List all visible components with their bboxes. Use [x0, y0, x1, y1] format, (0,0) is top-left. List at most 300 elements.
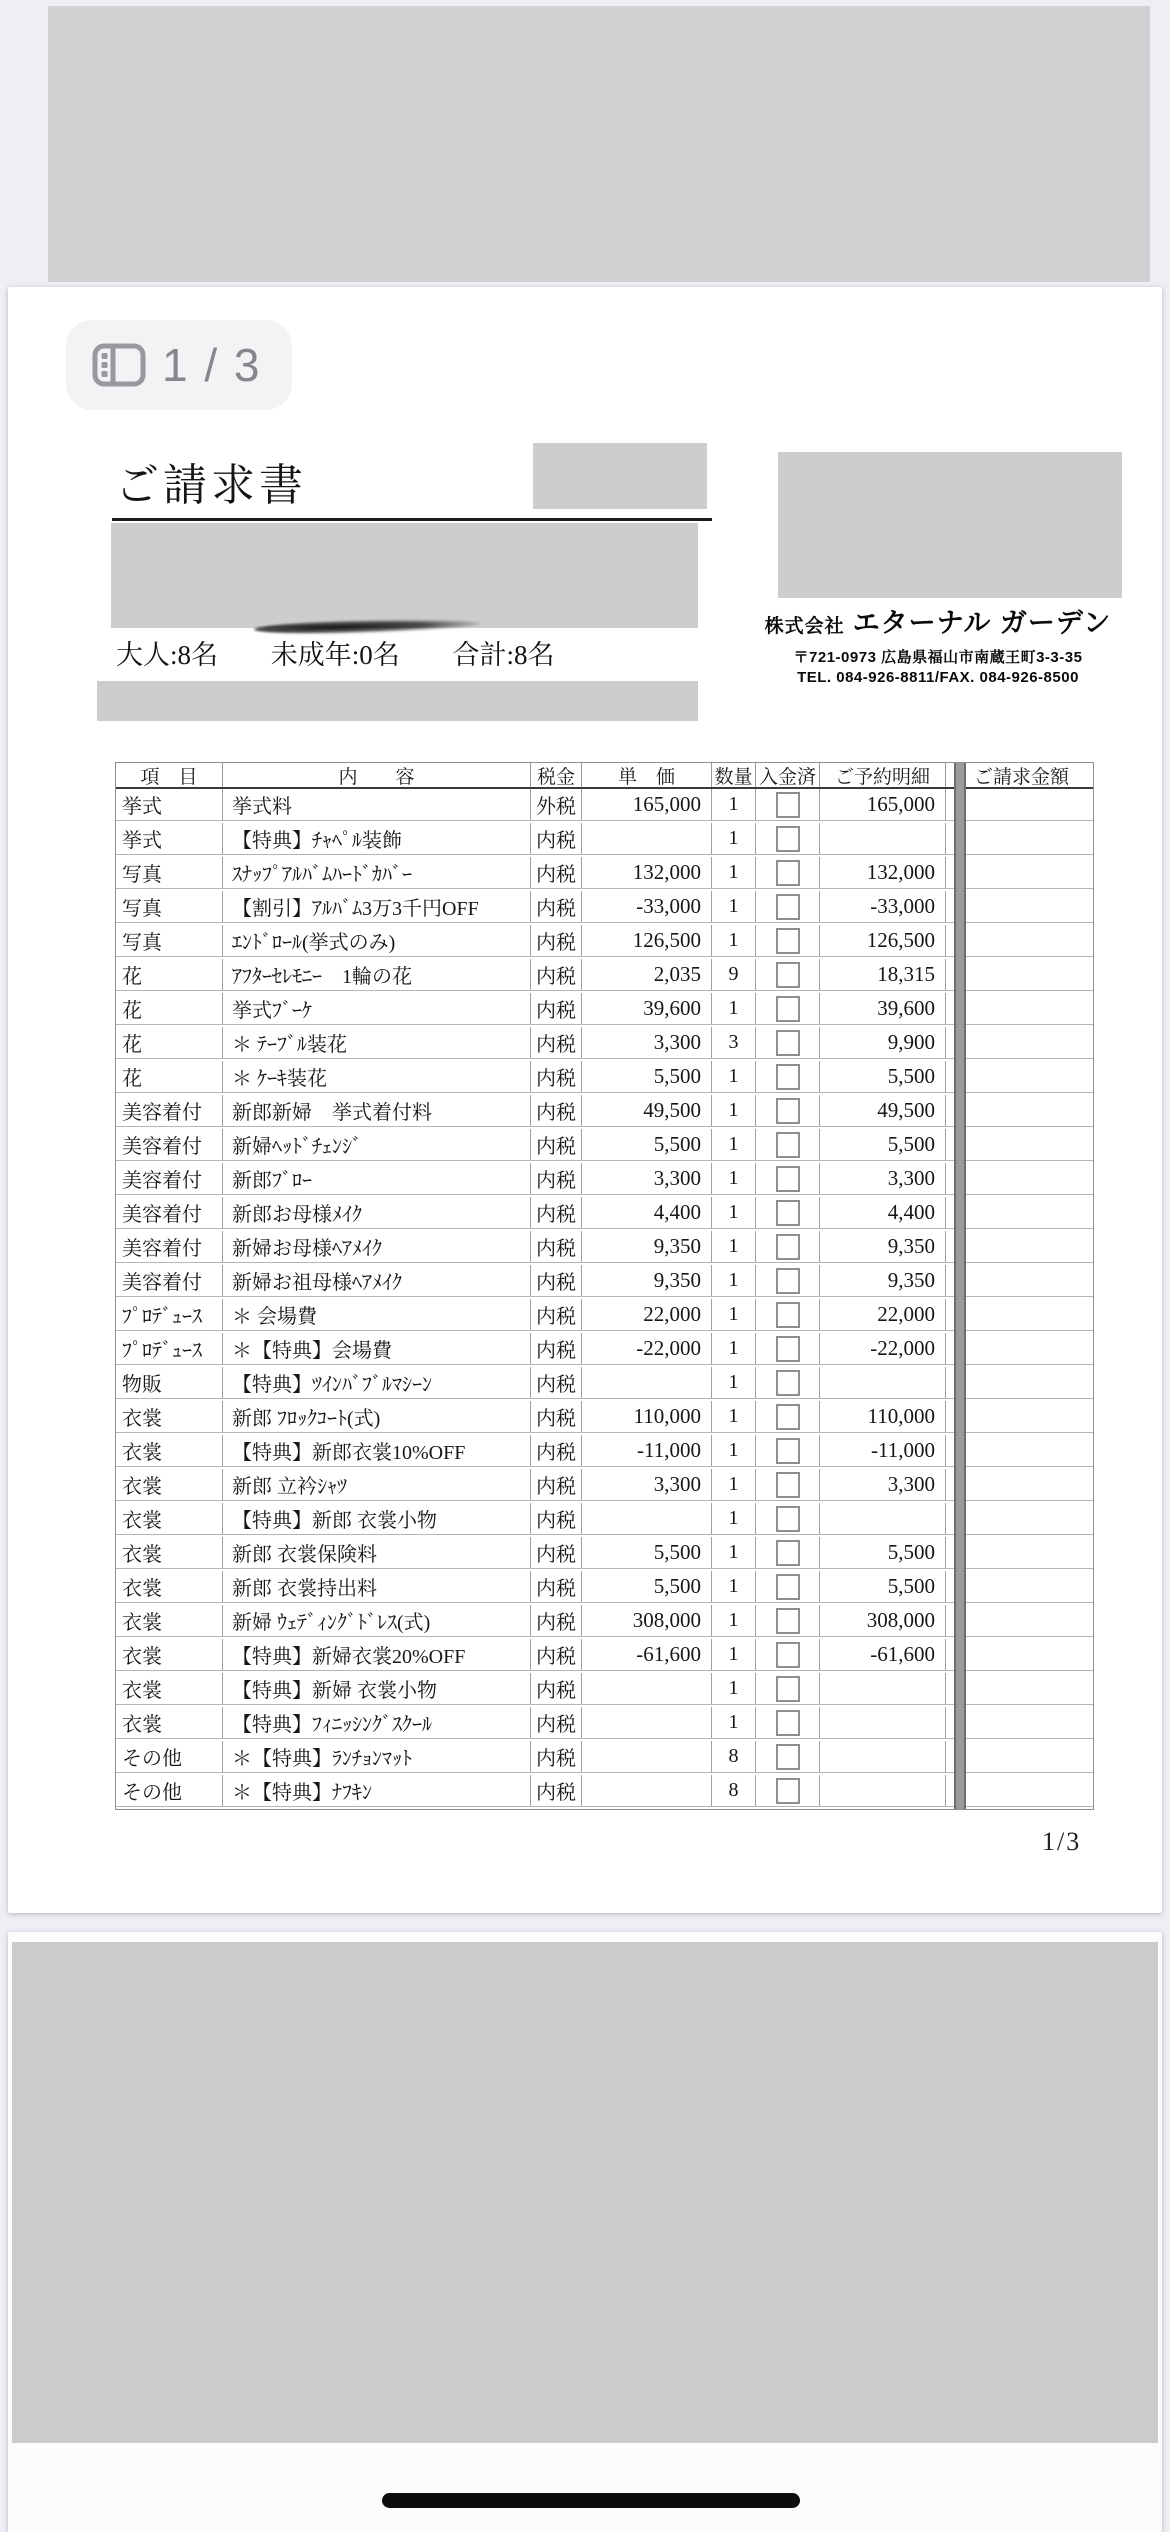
paid-checkbox[interactable]: [776, 928, 800, 954]
table-row: [116, 925, 1093, 957]
paid-checkbox[interactable]: [776, 1778, 800, 1804]
row-divider-spacer: [946, 1197, 954, 1228]
table-row: [116, 1571, 1093, 1603]
cell-qty: 1: [712, 857, 756, 888]
cell-tax: 内税: [531, 1707, 582, 1738]
cell-category: 衣裳: [116, 1469, 223, 1500]
row-divider-spacer: [946, 1435, 954, 1466]
cell-unit-price: [582, 1367, 712, 1398]
cell-billing: [954, 1707, 1089, 1738]
cell-detail: 5,500: [820, 1571, 946, 1602]
row-divider-spacer: [946, 1707, 954, 1738]
paid-checkbox[interactable]: [776, 792, 800, 818]
paid-checkbox[interactable]: [776, 1166, 800, 1192]
cell-detail: 9,900: [820, 1027, 946, 1058]
cell-description: 【特典】新婦衣裳20%OFF: [223, 1639, 531, 1670]
page-indicator-pill[interactable]: [66, 320, 292, 410]
cell-qty: 1: [712, 1061, 756, 1092]
cell-description: ＊ ﾃｰﾌﾞﾙ装花: [223, 1027, 531, 1058]
cell-description: 【特典】ﾁｬﾍﾟﾙ装飾: [223, 823, 531, 854]
cell-qty: 1: [712, 1503, 756, 1534]
redaction-mask-page2: [12, 1942, 1158, 2443]
cell-paid: [756, 789, 820, 820]
column-header: 数量: [712, 763, 756, 787]
cell-tax: 内税: [531, 1265, 582, 1296]
sidebar-pages-icon: [92, 343, 146, 387]
cell-detail: [820, 1673, 946, 1704]
cell-category: 写真: [116, 925, 223, 956]
cell-unit-price: [582, 1673, 712, 1704]
redaction-mask-company-logo: [778, 452, 1122, 598]
cell-category: その他: [116, 1741, 223, 1772]
paid-checkbox[interactable]: [776, 1744, 800, 1770]
cell-unit-price: -22,000: [582, 1333, 712, 1364]
cell-paid: [756, 1605, 820, 1636]
paid-checkbox[interactable]: [776, 1404, 800, 1430]
row-divider-spacer: [946, 959, 954, 990]
cell-detail: 18,315: [820, 959, 946, 990]
cell-tax: 内税: [531, 1061, 582, 1092]
cell-billing: [954, 1469, 1089, 1500]
cell-billing: [954, 1197, 1089, 1228]
row-divider-spacer: [946, 1775, 954, 1806]
cell-tax: 内税: [531, 1299, 582, 1330]
cell-paid: [756, 891, 820, 922]
cell-unit-price: 5,500: [582, 1061, 712, 1092]
table-row: [116, 1707, 1093, 1739]
paid-checkbox[interactable]: [776, 1030, 800, 1056]
cell-description: 新郎 衣裳持出料: [223, 1571, 531, 1602]
cell-tax: 内税: [531, 1367, 582, 1398]
table-row: [116, 1469, 1093, 1501]
cell-description: 新郎 衣裳保険料: [223, 1537, 531, 1568]
cell-description: 挙式料: [223, 789, 531, 820]
cell-billing: [954, 1537, 1089, 1568]
cell-category: 衣裳: [116, 1571, 223, 1602]
cell-qty: 1: [712, 1673, 756, 1704]
paid-checkbox[interactable]: [776, 1506, 800, 1532]
table-row: [116, 1741, 1093, 1773]
cell-tax: 内税: [531, 1231, 582, 1262]
row-divider-spacer: [946, 1741, 954, 1772]
guest-count-adults: 大人:8名: [116, 640, 219, 670]
cell-description: ＊ 会場費: [223, 1299, 531, 1330]
cell-paid: [756, 1231, 820, 1262]
cell-tax: 内税: [531, 891, 582, 922]
cell-billing: [954, 1741, 1089, 1772]
header-divider-spacer: [946, 763, 954, 787]
cell-unit-price: 49,500: [582, 1095, 712, 1126]
paid-checkbox[interactable]: [776, 1302, 800, 1328]
cell-description: 挙式ﾌﾞｰｹ: [223, 993, 531, 1024]
cell-qty: 1: [712, 993, 756, 1024]
cell-unit-price: [582, 1503, 712, 1534]
paid-checkbox[interactable]: [776, 1132, 800, 1158]
row-divider-spacer: [946, 1231, 954, 1262]
cell-detail: 5,500: [820, 1061, 946, 1092]
cell-billing: [954, 993, 1089, 1024]
row-divider-spacer: [946, 1401, 954, 1432]
table-row: [116, 1775, 1093, 1807]
cell-category: 写真: [116, 857, 223, 888]
table-row: [116, 1265, 1093, 1297]
cell-billing: [954, 1367, 1089, 1398]
row-divider-spacer: [946, 891, 954, 922]
cell-description: 新婦お母様ﾍｱﾒｲｸ: [223, 1231, 531, 1262]
cell-description: 新婦お祖母様ﾍｱﾒｲｸ: [223, 1265, 531, 1296]
table-row: [116, 789, 1093, 821]
cell-category: 美容着付: [116, 1265, 223, 1296]
cell-paid: [756, 1741, 820, 1772]
cell-category: 衣裳: [116, 1707, 223, 1738]
cell-category: 物販: [116, 1367, 223, 1398]
cell-qty: 8: [712, 1741, 756, 1772]
cell-qty: 1: [712, 1163, 756, 1194]
cell-tax: 内税: [531, 1027, 582, 1058]
cell-unit-price: -33,000: [582, 891, 712, 922]
cell-tax: 内税: [531, 925, 582, 956]
cell-paid: [756, 1571, 820, 1602]
cell-qty: 1: [712, 891, 756, 922]
table-row: [116, 993, 1093, 1025]
cell-paid: [756, 959, 820, 990]
cell-tax: 内税: [531, 1673, 582, 1704]
cell-tax: 内税: [531, 993, 582, 1024]
cell-billing: [954, 1435, 1089, 1466]
row-divider-spacer: [946, 1503, 954, 1534]
cell-paid: [756, 1333, 820, 1364]
cell-unit-price: 2,035: [582, 959, 712, 990]
row-divider-spacer: [946, 1537, 954, 1568]
cell-tax: 内税: [531, 959, 582, 990]
cell-detail: 308,000: [820, 1605, 946, 1636]
home-indicator[interactable]: [382, 2493, 800, 2508]
cell-category: 美容着付: [116, 1129, 223, 1160]
paid-checkbox[interactable]: [776, 1642, 800, 1668]
paid-checkbox[interactable]: [776, 996, 800, 1022]
table-row: [116, 1061, 1093, 1093]
cell-billing: [954, 1571, 1089, 1602]
table-row: [116, 959, 1093, 991]
cell-qty: 1: [712, 1197, 756, 1228]
row-divider-spacer: [946, 1299, 954, 1330]
cell-description: 新婦ﾍｯﾄﾞﾁｪﾝｼﾞ: [223, 1129, 531, 1160]
table-row: [116, 1673, 1093, 1705]
cell-billing: [954, 1503, 1089, 1534]
column-header: 項 目: [116, 763, 223, 787]
cell-billing: [954, 1231, 1089, 1262]
cell-tax: 内税: [531, 1129, 582, 1160]
paid-checkbox[interactable]: [776, 1608, 800, 1634]
cell-detail: 39,600: [820, 993, 946, 1024]
paid-checkbox[interactable]: [776, 1574, 800, 1600]
cell-tax: 内税: [531, 1197, 582, 1228]
cell-detail: 132,000: [820, 857, 946, 888]
cell-detail: 5,500: [820, 1537, 946, 1568]
cell-tax: 外税: [531, 789, 582, 820]
cell-category: その他: [116, 1775, 223, 1806]
cell-detail: [820, 823, 946, 854]
cell-description: 【割引】ｱﾙﾊﾞﾑ3万3千円OFF: [223, 891, 531, 922]
cell-description: ＊【特典】ﾅﾌｷﾝ: [223, 1775, 531, 1806]
paid-checkbox[interactable]: [776, 1064, 800, 1090]
cell-category: 花: [116, 1027, 223, 1058]
cell-billing: [954, 925, 1089, 956]
table-row: [116, 857, 1093, 889]
company-name-main: エターナル ガーデン: [852, 608, 1112, 638]
table-row: [116, 1639, 1093, 1671]
table-row: [116, 1401, 1093, 1433]
cell-paid: [756, 1197, 820, 1228]
cell-description: 【特典】新郎衣裳10%OFF: [223, 1435, 531, 1466]
cell-tax: 内税: [531, 1435, 582, 1466]
page-indicator-label: 1 / 3: [162, 339, 262, 391]
table-row: [116, 1027, 1093, 1059]
cell-paid: [756, 1401, 820, 1432]
paid-checkbox[interactable]: [776, 1336, 800, 1362]
cell-unit-price: 132,000: [582, 857, 712, 888]
row-divider-spacer: [946, 789, 954, 820]
row-divider-spacer: [946, 925, 954, 956]
table-row: [116, 1605, 1093, 1637]
cell-qty: 1: [712, 1639, 756, 1670]
table-row: [116, 1537, 1093, 1569]
document-title: ご請求書: [115, 461, 307, 510]
cell-description: ＊ ｹｰｷ装花: [223, 1061, 531, 1092]
cell-category: 美容着付: [116, 1231, 223, 1262]
cell-paid: [756, 1673, 820, 1704]
cell-detail: [820, 1741, 946, 1772]
cell-tax: 内税: [531, 1163, 582, 1194]
invoice-table: [115, 762, 1094, 1810]
cell-tax: 内税: [531, 1401, 582, 1432]
company-tel-fax: TEL. 084-926-8811/FAX. 084-926-8500: [797, 669, 1079, 686]
cell-detail: [820, 1775, 946, 1806]
cell-billing: [954, 1639, 1089, 1670]
row-divider-spacer: [946, 857, 954, 888]
cell-description: ｱﾌﾀｰｾﾚﾓﾆｰ 1輪の花: [223, 959, 531, 990]
cell-category: 挙式: [116, 789, 223, 820]
footer-page-number: 1/3: [1042, 1827, 1082, 1856]
cell-paid: [756, 1435, 820, 1466]
cell-qty: 1: [712, 1401, 756, 1432]
cell-unit-price: 3,300: [582, 1469, 712, 1500]
paid-checkbox[interactable]: [776, 860, 800, 886]
paid-checkbox[interactable]: [776, 1234, 800, 1260]
cell-paid: [756, 993, 820, 1024]
cell-detail: -22,000: [820, 1333, 946, 1364]
cell-paid: [756, 925, 820, 956]
cell-paid: [756, 1129, 820, 1160]
cell-tax: 内税: [531, 857, 582, 888]
cell-paid: [756, 1299, 820, 1330]
company-name-prefix: 株式会社: [764, 616, 845, 637]
cell-paid: [756, 1775, 820, 1806]
cell-qty: 1: [712, 1469, 756, 1500]
cell-description: 新郎ﾌﾞﾛｰ: [223, 1163, 531, 1194]
table-header-row: [116, 763, 1093, 789]
cell-paid: [756, 1027, 820, 1058]
cell-category: 美容着付: [116, 1163, 223, 1194]
cell-unit-price: [582, 1775, 712, 1806]
row-divider-spacer: [946, 1571, 954, 1602]
cell-detail: 110,000: [820, 1401, 946, 1432]
cell-tax: 内税: [531, 1605, 582, 1636]
paid-checkbox[interactable]: [776, 1438, 800, 1464]
cell-category: ﾌﾟﾛﾃﾞｭｰｽ: [116, 1299, 223, 1330]
cell-unit-price: 110,000: [582, 1401, 712, 1432]
row-divider-spacer: [946, 993, 954, 1024]
row-divider-spacer: [946, 1673, 954, 1704]
pdf-page-1: [8, 287, 1162, 1913]
paid-checkbox[interactable]: [776, 1676, 800, 1702]
paid-checkbox[interactable]: [776, 1472, 800, 1498]
cell-category: 花: [116, 1061, 223, 1092]
cell-billing: [954, 1027, 1089, 1058]
cell-billing: [954, 1775, 1089, 1806]
cell-qty: 1: [712, 789, 756, 820]
guest-count-line: [116, 633, 601, 672]
company-block: [708, 601, 1168, 686]
cell-category: 美容着付: [116, 1197, 223, 1228]
paid-checkbox[interactable]: [776, 1540, 800, 1566]
cell-category: 衣裳: [116, 1401, 223, 1432]
company-address: 〒721-0973 広島県福山市南蔵王町3-3-35: [793, 649, 1083, 666]
cell-qty: 3: [712, 1027, 756, 1058]
guest-count-minors: 未成年:0名: [270, 640, 400, 670]
paid-checkbox[interactable]: [776, 1200, 800, 1226]
paid-checkbox[interactable]: [776, 894, 800, 920]
cell-paid: [756, 1163, 820, 1194]
cell-unit-price: -61,600: [582, 1639, 712, 1670]
cell-description: 新婦 ｳｪﾃﾞｨﾝｸﾞﾄﾞﾚｽ(式): [223, 1605, 531, 1636]
cell-billing: [954, 1095, 1089, 1126]
cell-tax: 内税: [531, 1503, 582, 1534]
cell-detail: -61,600: [820, 1639, 946, 1670]
table-row: [116, 891, 1093, 923]
column-header: 入金済: [756, 763, 820, 787]
cell-description: ＊【特典】ﾗﾝﾁｮﾝﾏｯﾄ: [223, 1741, 531, 1772]
row-divider-spacer: [946, 1333, 954, 1364]
table-row: [116, 1435, 1093, 1467]
cell-billing: [954, 1163, 1089, 1194]
cell-billing: [954, 1605, 1089, 1636]
cell-unit-price: 9,350: [582, 1231, 712, 1262]
cell-category: 花: [116, 993, 223, 1024]
cell-detail: 49,500: [820, 1095, 946, 1126]
cell-detail: [820, 1707, 946, 1738]
cell-billing: [954, 1401, 1089, 1432]
cell-tax: 内税: [531, 1537, 582, 1568]
row-divider-spacer: [946, 1061, 954, 1092]
row-divider-spacer: [946, 1639, 954, 1670]
cell-tax: 内税: [531, 1571, 582, 1602]
cell-detail: 3,300: [820, 1469, 946, 1500]
cell-paid: [756, 823, 820, 854]
paid-checkbox[interactable]: [776, 1098, 800, 1124]
paid-checkbox[interactable]: [776, 826, 800, 852]
cell-detail: 9,350: [820, 1231, 946, 1262]
column-header: 単 価: [582, 763, 712, 787]
cell-unit-price: 3,300: [582, 1163, 712, 1194]
column-header: 税金: [531, 763, 582, 787]
cell-qty: 1: [712, 1265, 756, 1296]
cell-paid: [756, 1707, 820, 1738]
cell-detail: 4,400: [820, 1197, 946, 1228]
row-divider-spacer: [946, 1027, 954, 1058]
cell-detail: 22,000: [820, 1299, 946, 1330]
table-row: [116, 1231, 1093, 1263]
table-row: [116, 1333, 1093, 1365]
row-divider-spacer: [946, 1265, 954, 1296]
row-divider-spacer: [946, 1095, 954, 1126]
cell-detail: 3,300: [820, 1163, 946, 1194]
cell-paid: [756, 1367, 820, 1398]
cell-billing: [954, 1265, 1089, 1296]
cell-category: ﾌﾟﾛﾃﾞｭｰｽ: [116, 1333, 223, 1364]
row-divider-spacer: [946, 1605, 954, 1636]
cell-qty: 1: [712, 1333, 756, 1364]
cell-tax: 内税: [531, 1469, 582, 1500]
cell-detail: 126,500: [820, 925, 946, 956]
cell-qty: 1: [712, 1231, 756, 1262]
paid-checkbox[interactable]: [776, 1268, 800, 1294]
table-row: [116, 1163, 1093, 1195]
cell-detail: -33,000: [820, 891, 946, 922]
cell-category: 写真: [116, 891, 223, 922]
cell-billing: [954, 823, 1089, 854]
cell-category: 衣裳: [116, 1537, 223, 1568]
cell-description: 【特典】ﾌｨﾆｯｼﾝｸﾞｽｸｰﾙ: [223, 1707, 531, 1738]
cell-unit-price: 5,500: [582, 1537, 712, 1568]
guest-count-total: 合計:8名: [452, 640, 555, 670]
cell-unit-price: 5,500: [582, 1571, 712, 1602]
cell-category: 衣裳: [116, 1435, 223, 1466]
row-divider-spacer: [946, 823, 954, 854]
column-header: ご請求金額: [973, 766, 1069, 787]
cell-unit-price: 165,000: [582, 789, 712, 820]
pdf-page-2: [8, 1932, 1162, 2532]
row-divider-spacer: [946, 1469, 954, 1500]
cell-category: 美容着付: [116, 1095, 223, 1126]
paid-checkbox[interactable]: [776, 962, 800, 988]
cell-paid: [756, 1469, 820, 1500]
paid-checkbox[interactable]: [776, 1370, 800, 1396]
cell-unit-price: [582, 1741, 712, 1772]
cell-tax: 内税: [531, 1741, 582, 1772]
cell-qty: 9: [712, 959, 756, 990]
cell-unit-price: 39,600: [582, 993, 712, 1024]
company-name: [708, 601, 1168, 640]
cell-unit-price: 4,400: [582, 1197, 712, 1228]
paid-checkbox[interactable]: [776, 1710, 800, 1736]
cell-paid: [756, 1639, 820, 1670]
cell-qty: 1: [712, 925, 756, 956]
cell-billing: [954, 1299, 1089, 1330]
cell-unit-price: [582, 823, 712, 854]
table-row: [116, 1503, 1093, 1535]
cell-qty: 1: [712, 1095, 756, 1126]
cell-paid: [756, 1537, 820, 1568]
cell-unit-price: 308,000: [582, 1605, 712, 1636]
cell-description: 新郎 ﾌﾛｯｸｺｰﾄ(式): [223, 1401, 531, 1432]
table-row: [116, 1367, 1093, 1399]
cell-paid: [756, 1061, 820, 1092]
table-double-divider: [954, 763, 966, 1809]
cell-billing: [954, 1129, 1089, 1160]
cell-tax: 内税: [531, 1333, 582, 1364]
cell-unit-price: 3,300: [582, 1027, 712, 1058]
